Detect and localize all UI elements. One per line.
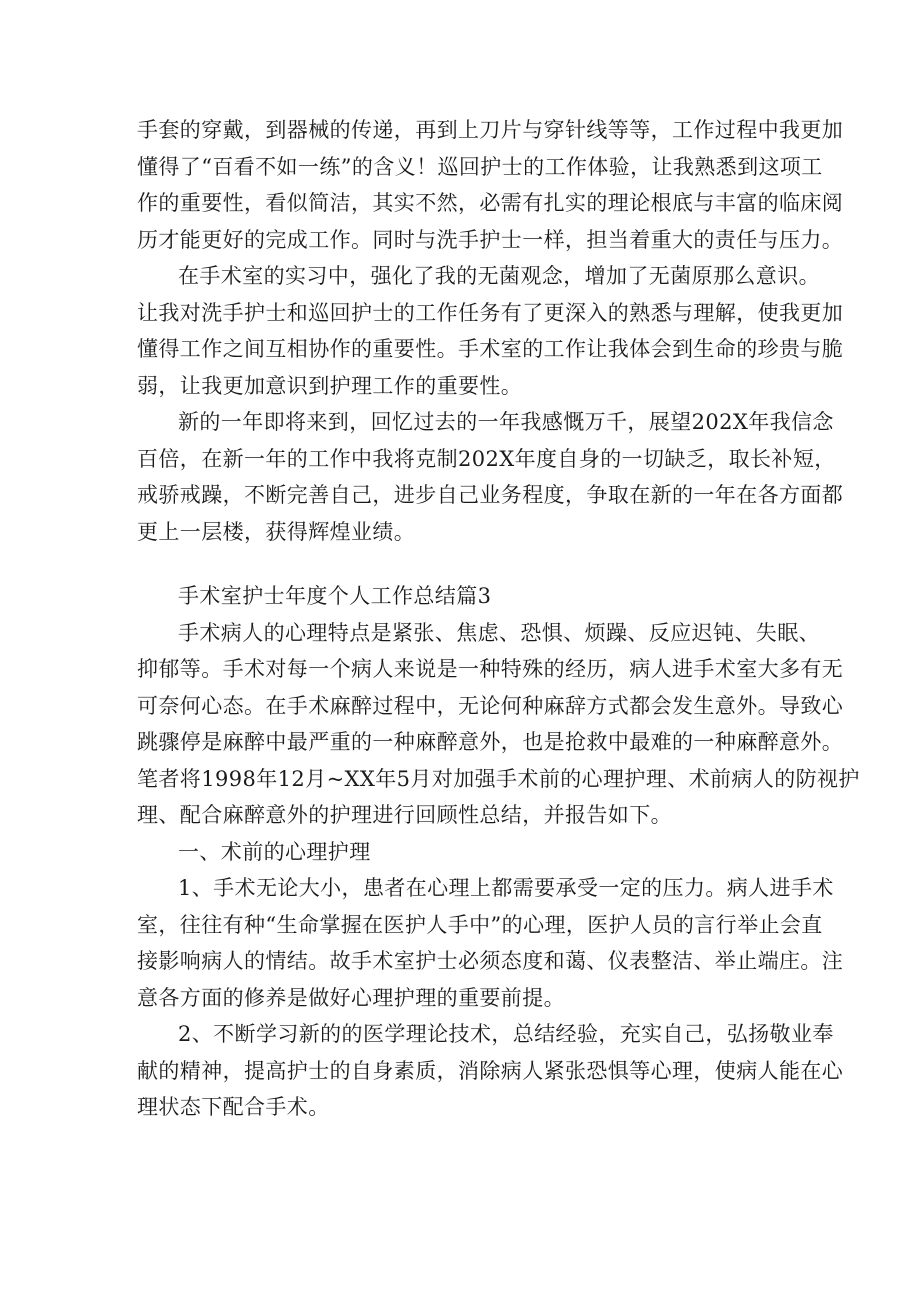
text-line: 献的精神，提高护士的自身素质，消除病人紧张恐惧等心理，使病人能在心 [137,1059,844,1083]
text-line: 室，往往有种“生命掌握在医护人手中”的心理，医护人员的言行举止会直 [137,913,823,937]
section-heading: 手术室护士年度个人工作总结篇3 [178,584,492,608]
text-line: 懂得工作之间互相协作的重要性。手术室的工作让我体会到生命的珍贵与脆 [137,337,844,361]
text-line: 懂得了“百看不如一练”的含义！巡回护士的工作体验，让我熟悉到这项工 [137,155,823,179]
text-line: 手术病人的心理特点是紧张、焦虑、恐惧、烦躁、反应迟钝、失眠、 [178,621,820,645]
subsection-heading: 一、术前的心理护理 [178,840,371,864]
text-line: 接影响病人的情结。故手术室护士必须态度和蔼、仪表整洁、举止端庄。注 [137,949,844,973]
text-line: 1、手术无论大小，患者在心理上都需要承受一定的压力。病人进手术 [178,876,834,900]
text-line: 新的一年即将来到，回忆过去的一年我感慨万千，展望202X年我信念 [178,410,834,434]
text-line: 百倍，在新一年的工作中我将克制202X年度自身的一切缺乏，取长补短， [137,447,836,471]
text-line: 手套的穿戴，到器械的传递，再到上刀片与穿针线等等，工作过程中我更加 [137,118,844,142]
text-line: 意各方面的修养是做好心理护理的重要前提。 [137,986,565,1010]
text-line: 笔者将1998年12月~XX年5月对加强手术前的心理护理、术前病人的防视护 [137,767,860,791]
text-line: 弱，让我更加意识到护理工作的重要性。 [137,374,523,398]
text-line: 抑郁等。手术对每一个病人来说是一种特殊的经历，病人进手术室大多有无 [137,657,844,681]
text-line: 作的重要性，看似简洁，其实不然，必需有扎实的理论根底与丰富的临床阅 [137,191,844,215]
text-line: 让我对洗手护士和巡回护士的工作任务有了更深入的熟悉与理解，使我更加 [137,301,844,325]
text-line: 可奈何心态。在手术麻醉过程中，无论何种麻辞方式都会发生意外。导致心 [137,694,844,718]
text-line: 戒骄戒躁，不断完善自己，进步自己业务程度，争取在新的一年在各方面都 [137,483,844,507]
text-line: 在手术室的实习中，强化了我的无菌观念，增加了无菌原那么意识。 [178,264,820,288]
text-line: 历才能更好的完成工作。同时与洗手护士一样，担当着重大的责任与压力。 [137,228,844,252]
text-line: 跳骤停是麻醉中最严重的一种麻醉意外，也是抢救中最难的一种麻醉意外。 [137,730,844,754]
text-line: 理状态下配合手术。 [137,1095,330,1119]
text-line: 理、配合麻醉意外的护理进行回顾性总结，并报告如下。 [137,803,672,827]
text-line: 2、不断学习新的的医学理论技术，总结经验，充实自己，弘扬敬业奉 [178,1022,834,1046]
text-line: 更上一层楼，获得辉煌业绩。 [137,520,416,544]
